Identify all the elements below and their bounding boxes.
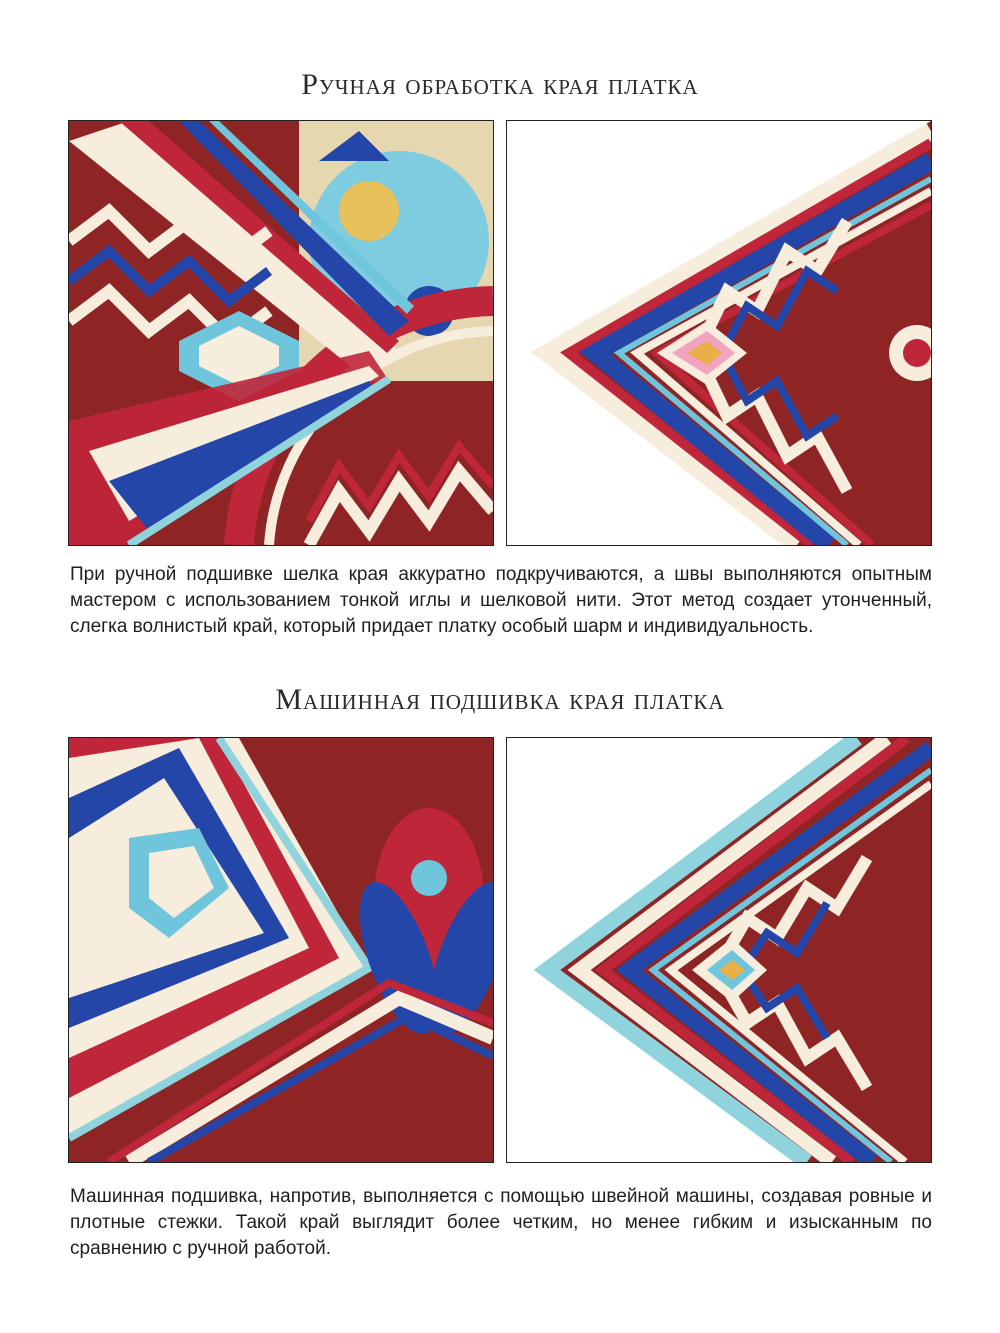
hand-edge-description: При ручной подшивке шелка края аккуратно подкручиваются, а швы выполняются опытным мастером с использованием тонкой иглы и шелковой нити. Этот метод создает утонченный, слегка волнистый край, который придает платку особый шарм и индивидуальность. [70,564,932,637]
machine-hemmed-edge-photo-right [506,737,932,1163]
section-heading-machine-edge: Машинная подшивка края платка [275,683,725,716]
machine-edge-description: Машинная подшивка, напротив, выполняется с помощью швейной машины, создавая ровные и плотные стежки. Такой край выглядит более четким, но менее гибким и изысканным по сравнению с ручной работой. [70,1186,932,1259]
scarf-corner-illustration [69,121,493,545]
hand-rolled-edge-photo-left [68,120,494,546]
hand-rolled-edge-photo-right [506,120,932,546]
scarf-corner-illustration [69,738,493,1162]
section-heading-hand-edge: Ручная обработка края платка [301,68,699,101]
scarf-corner-illustration [507,738,931,1162]
machine-hemmed-edge-photo-left [68,737,494,1163]
scarf-corner-illustration [507,121,931,545]
